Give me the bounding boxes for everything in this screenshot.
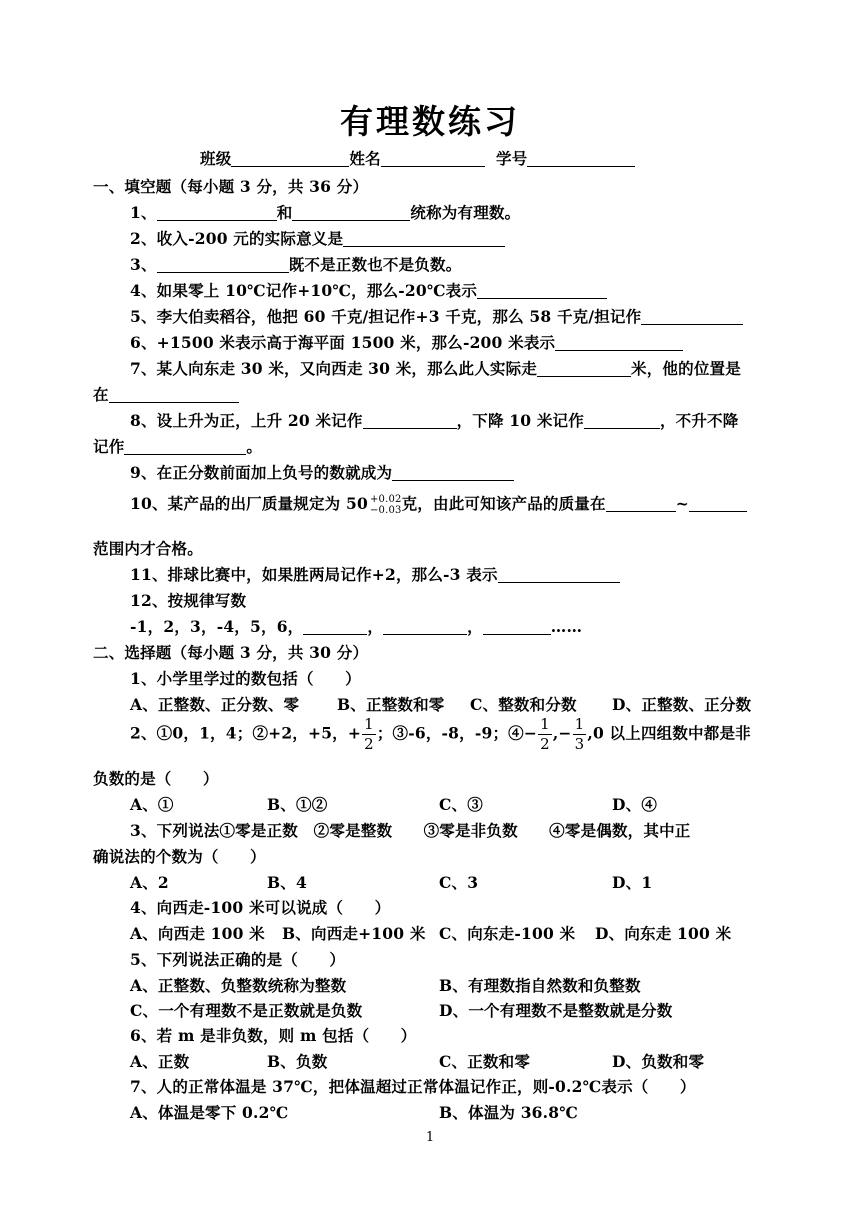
s2-q6-option-c[interactable]: C、正数和零 [439, 1052, 531, 1071]
q7-blank-1[interactable] [537, 361, 631, 377]
s1-question-8 [130, 409, 738, 431]
q7-text-3: 在 [93, 385, 109, 404]
s2-q1-option-d[interactable]: D、正整数、正分数 [612, 695, 752, 714]
s2-question-4: 4、向西走-100 米可以说成（ ） [130, 898, 391, 917]
q7-blank-2[interactable] [109, 387, 239, 403]
q4-text: 4、如果零上 10℃记作+10℃，那么-20℃表示 [130, 281, 478, 300]
s2-question-7: 7、人的正常体温是 37℃，把体温超过正常体温记作正，则-0.2℃表示（ ） [130, 1077, 696, 1096]
q8-blank-3[interactable] [124, 439, 246, 455]
q10-text-1: 10、某产品的出厂质量规定为 50 [130, 494, 368, 513]
s2-q2-option-c[interactable]: C、③ [439, 795, 483, 814]
s1-question-7 [130, 357, 741, 379]
s2-q7-option-b[interactable]: B、体温为 36.8℃ [439, 1103, 579, 1122]
id-label: 学号 [496, 149, 528, 168]
s2-q2-option-d[interactable]: D、④ [612, 795, 658, 814]
s1-question-2 [130, 227, 505, 249]
q12-sequence: -1，2，3，-4，5，6， [130, 617, 304, 636]
fraction-half-2 [538, 717, 552, 752]
s2-question-3: 3、下列说法①零是正数 ②零是整数 ③零是非负数 ④零是偶数，其中正 [130, 821, 691, 840]
s2-q1-option-b[interactable]: B、正整数和零 [337, 695, 445, 714]
q2-blank[interactable] [343, 231, 505, 247]
s1-question-6 [130, 331, 683, 353]
q6-text: 6、+1500 米表示高于海平面 1500 米，那么-200 米表示 [130, 333, 556, 352]
s2-q3-option-b[interactable]: B、4 [267, 873, 307, 892]
s2-question-3-cont: 确说法的个数为（ ） [93, 847, 266, 866]
s1-question-12: 12、按规律写数 [130, 591, 247, 610]
s2-q3-option-a[interactable]: A、2 [130, 873, 169, 892]
class-blank[interactable] [231, 151, 349, 167]
s2-question-1: 1、小学里学过的数包括（ ） [130, 669, 361, 688]
fraction-numerator: 1 [540, 715, 550, 733]
q5-blank[interactable] [641, 309, 743, 325]
q10-blank-2[interactable] [689, 496, 747, 512]
q1-blank-2[interactable] [292, 205, 410, 221]
s2-q3-option-d[interactable]: D、1 [612, 873, 653, 892]
fraction-numerator: 1 [364, 715, 374, 733]
q1-text-and: 和 [276, 203, 293, 222]
q1-blank-1[interactable] [157, 205, 277, 221]
q8-text-1: 8、设上升为正，上升 20 米记作 [130, 411, 363, 430]
s1-question-12-sequence [130, 615, 582, 637]
q10-tolerance-upper: +0.02 [369, 494, 402, 505]
s2-q4-option-d[interactable]: D、向东走 100 米 [595, 924, 732, 943]
s2-q2-option-a[interactable]: A、① [130, 795, 174, 814]
s2-q2-text-4: ,0 以上四组数中都是非 [587, 723, 751, 743]
q5-text: 5、李大伯卖稻谷，他把 60 千克/担记作+3 千克，那么 58 千克/担记作 [130, 307, 642, 326]
name-blank[interactable] [381, 151, 485, 167]
q8-text-4: 记作 [93, 437, 125, 456]
q8-text-3: ，不升不降 [659, 411, 739, 430]
s1-question-3 [130, 253, 461, 275]
s2-question-2-cont: 负数的是（ ） [93, 769, 219, 788]
q2-text: 2、收入-200 元的实际意义是 [130, 229, 344, 248]
s1-question-1 [130, 201, 520, 223]
q12-ellipsis: …… [550, 617, 583, 636]
s2-q7-option-a[interactable]: A、体温是零下 0.2℃ [130, 1103, 289, 1122]
q1-number: 1、 [130, 203, 157, 222]
s2-q6-option-b[interactable]: B、负数 [267, 1052, 328, 1071]
student-info-line [200, 147, 635, 169]
s1-question-4 [130, 279, 607, 301]
q12-sep-1: ， [367, 617, 384, 636]
s1-question-9 [130, 461, 514, 483]
s2-q3-option-c[interactable]: C、3 [439, 873, 479, 892]
q12-blank-1[interactable] [303, 619, 367, 635]
fraction-denominator: 3 [574, 735, 585, 753]
q9-blank[interactable] [392, 465, 514, 481]
fraction-third [573, 717, 587, 752]
q12-sep-2: ， [467, 617, 483, 636]
page-title: 有理数练习 [340, 102, 520, 141]
q10-text-2: 克，由此可知该产品的质量在 [401, 494, 606, 513]
q9-text: 9、在正分数前面加上负号的数就成为 [130, 463, 393, 482]
class-label: 班级 [200, 149, 232, 168]
s1-question-7-cont [93, 383, 239, 405]
s1-question-11 [130, 563, 620, 585]
s2-q2-text-1: 2、①0，1，4；②+2，+5，+ [130, 723, 362, 743]
s1-question-8-cont [93, 435, 262, 457]
s2-q2-text-2: ；③-6，-8，-9；④− [376, 723, 538, 743]
q1-text-end: 统称为有理数。 [410, 203, 521, 222]
q3-number: 3、 [130, 255, 157, 274]
q11-text: 11、排球比赛中，如果胜两局记作+2，那么-3 表示 [130, 565, 498, 584]
q10-tilde: ~ [675, 494, 689, 513]
q6-blank[interactable] [555, 335, 683, 351]
q12-blank-3[interactable] [483, 619, 551, 635]
q7-text-2: 米，他的位置是 [631, 359, 741, 378]
q7-text-1: 7、某人向东走 30 米，又向西走 30 米，那么此人实际走 [130, 359, 538, 378]
fraction-denominator: 2 [540, 735, 550, 753]
fraction-numerator: 1 [574, 715, 585, 733]
q3-text: 既不是正数也不是负数。 [288, 255, 462, 274]
id-blank[interactable] [527, 151, 635, 167]
s2-q4-option-b[interactable]: B、向西走+100 米 [282, 924, 426, 943]
page-number: 1 [425, 1130, 435, 1145]
s2-q2-option-b[interactable]: B、①② [267, 795, 328, 814]
s2-q6-option-d[interactable]: D、负数和零 [612, 1052, 705, 1071]
q8-text-5: 。 [246, 437, 263, 456]
name-label: 姓名 [349, 149, 381, 168]
s1-question-10-cont: 范围内才合格。 [93, 539, 203, 558]
s2-q5-option-d[interactable]: D、一个有理数不是整数就是分数 [439, 1001, 673, 1020]
s2-q2-text-3: ,− [552, 723, 572, 743]
q10-tolerance [370, 494, 402, 516]
q12-blank-2[interactable] [383, 619, 467, 635]
s1-question-10 [130, 492, 747, 516]
q10-tolerance-lower: −0.03 [369, 505, 402, 516]
s2-q4-option-c[interactable]: C、向东走-100 米 [439, 924, 576, 943]
s1-question-5 [130, 305, 743, 327]
q8-blank-1[interactable] [363, 413, 457, 429]
q8-blank-2[interactable] [584, 413, 660, 429]
q8-text-2: ，下降 10 米记作 [456, 411, 584, 430]
s2-q6-option-a[interactable]: A、正数 [130, 1052, 190, 1071]
fraction-half-1 [362, 717, 376, 752]
s2-question-5: 5、下列说法正确的是（ ） [130, 950, 346, 969]
s2-q4-option-a[interactable]: A、向西走 100 米 [130, 924, 265, 943]
s2-question-6: 6、若 m 是非负数，则 m 包括（ ） [130, 1026, 417, 1045]
q4-blank[interactable] [477, 283, 607, 299]
s2-q5-option-b[interactable]: B、有理数指自然数和负整数 [439, 976, 641, 995]
fraction-denominator: 2 [364, 735, 374, 753]
s2-q5-option-c[interactable]: C、一个有理数不是正数就是负数 [130, 1001, 363, 1020]
q10-blank-1[interactable] [606, 496, 676, 512]
section1-heading: 一、填空题（每小题 3 分，共 36 分） [93, 177, 369, 196]
section2-heading: 二、选择题（每小题 3 分，共 30 分） [93, 643, 369, 662]
s2-q1-option-a[interactable]: A、正整数、正分数、零 [130, 695, 300, 714]
s2-q1-option-c[interactable]: C、整数和分数 [470, 695, 577, 714]
s2-q5-option-a[interactable]: A、正整数、负整数统称为整数 [130, 976, 347, 995]
q11-blank[interactable] [498, 567, 620, 583]
s2-question-2 [130, 717, 751, 752]
q3-blank[interactable] [157, 257, 289, 273]
